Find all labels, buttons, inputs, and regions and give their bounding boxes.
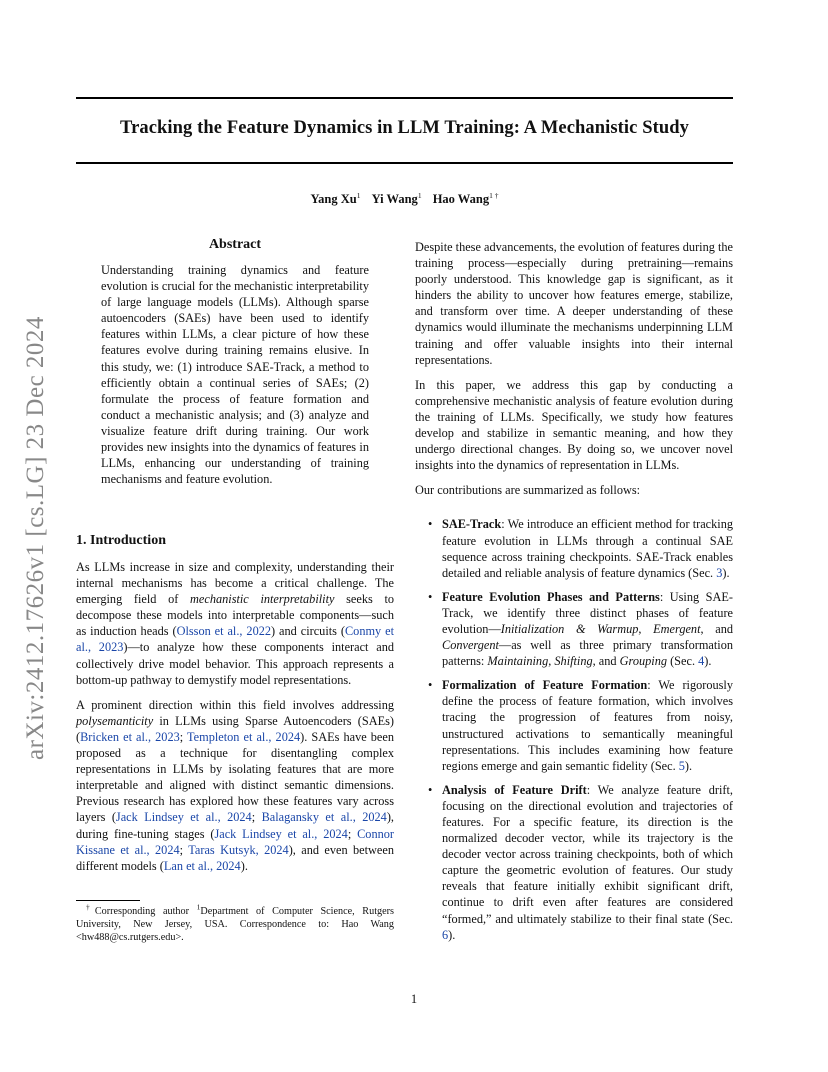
citation-link[interactable]: Templeton et al., 2024: [187, 729, 301, 744]
list-item: • Analysis of Feature Drift: We analyze feature drift, focusing on the directional evolution and trajectories of features. For a specific feature, its direction is the normalized decoder vector, while its trajectory is the decoder vector across training checkpoints, both of which capture the geometric evolution of features. Our study reveals that feature initially exhibit significant drift, continue to drift even after features are considered “formed,” and ultimately stabilize to their final state (Sec. 6).: [428, 782, 733, 942]
arxiv-stamp: arXiv:2412.17626v1 [cs.LG] 23 Dec 2024: [22, 316, 49, 760]
section-ref-link[interactable]: 3: [716, 565, 723, 580]
citation-link[interactable]: Balagansky et al., 2024: [261, 810, 387, 825]
section-ref-link[interactable]: 5: [678, 758, 685, 773]
contribution-list: [415, 516, 733, 942]
introduction-body: [76, 559, 394, 883]
list-item: • SAE-Track: We introduce an efficient method for tracking feature evolution in LLMs through a continual SAE sequence across training checkpoints. SAE-Track enables detailed and reliable analysis of feature dynamics (Sec. 3).: [428, 517, 733, 580]
paragraph: As LLMs increase in size and complexity, understanding their internal mechanisms has become a critical challenge. The emerging field of mechanistic interpretability seeks to decompose these models into interpretable components—such as induction heads (Olsson et al., 2022) and circuits (Conmy et al., 2023)—to analyze how these components interact and collectively drive model behavior. This approach represents a bottom-up pathway to demystify model representations.: [76, 560, 395, 687]
author: Yang Xu$^1$: [310, 190, 361, 206]
list-item: • Formalization of Feature Formation: We rigorously define the process of feature formation, which involves tracing the progression of features from noisy, unstructured activations to semantically meaningful representations. This includes examining how feature regions emerge and gain semantic fidelity (Sec. 5).: [428, 678, 733, 773]
author: Hao Wang$^{1 \dagger}$: [432, 190, 499, 206]
paragraph: Our contributions are summarized as follows:: [415, 483, 641, 498]
citation-link[interactable]: Conmy et al., 2023: [76, 624, 394, 655]
footnote: †Corresponding author $^1$Department of Computer Science, Rutgers University, New Jersey, USA. Correspondence to: Hao Wang <hw488@cs.rutgers.edu>.: [76, 902, 395, 944]
section-ref-link[interactable]: 4: [698, 654, 705, 669]
footnote-rule: [76, 900, 140, 901]
paragraph: A prominent direction within this field involves addressing polysemanticity in LLMs using Sparse Autoencoders (SAEs) (Bricken et al., 2023; Templeton et al., 2024). SAEs have been proposed as a technique for disentangling complex representations in LLMs by isolating features that are more interpretable and aligned with distinct semantic dimensions. Previous research has explored how these features vary across layers (Jack Lindsey et al., 2024; Balagansky et al., 2024), during fine-tuning stages (Jack Lindsey et al., 2024; Connor Kissane et al., 2024; Taras Kutsyk, 2024), and even between different models (Lan et al., 2024).: [76, 697, 394, 873]
citation-link[interactable]: Taras Kutsyk, 2024: [188, 842, 289, 857]
paragraph: Despite these advancements, the evolution of features during the training process—especially during pretraining—remains poorly understood. This knowledge gap is significant, as it hinders the ability to uncover how features emerge, stabilize, and transform over time. A deeper understanding of these dynamics would illuminate the mechanisms underpinning LLM training and offer valuable insights into their internal representations.: [415, 240, 733, 367]
title-top-rule: [76, 97, 733, 99]
citation-link[interactable]: Connor Kissane et al., 2024: [76, 826, 394, 857]
citation-link[interactable]: Jack Lindsey et al., 2024: [115, 810, 252, 825]
author-list: [76, 192, 733, 207]
citation-link[interactable]: Jack Lindsey et al., 2024: [214, 826, 348, 841]
page-number: 1: [410, 992, 418, 1006]
author: Yi Wang$^1$: [371, 190, 422, 206]
section-ref-link[interactable]: 6: [442, 927, 449, 942]
list-item: • Feature Evolution Phases and Patterns: Using SAE-Track, we identify three distinct phases of feature evolution—Initialization & Warmup, Emergent, and Convergent—as well as three primary transformation patterns: Maintaining, Shifting, and Grouping (Sec. 4).: [428, 589, 733, 669]
citation-link[interactable]: Olsson et al., 2022: [176, 624, 272, 639]
abstract-text: Understanding training dynamics and feature evolution is crucial for the mechanistic interpretability of large language models (LLMs). Although sparse autoencoders (SAEs) have been used to identify features within LLMs, a clear picture of how these features evolve during training remains elusive. In this study, we: (1) introduce SAE-Track, a method to efficiently obtain a continual series of SAEs; (2) formulate the process of feature formation and conduct a mechanistic analysis; and (3) analyze and visualize feature drift during training. Our work provides new insights into the dynamics of features in LLMs, enhancing our understanding of training mechanisms and feature evolution.: [101, 263, 369, 487]
abstract-heading: Abstract: [208, 237, 262, 252]
title-bottom-rule: [76, 162, 733, 164]
citation-link[interactable]: Lan et al., 2024: [163, 858, 241, 873]
right-column-body: [415, 239, 733, 951]
paper-title: Tracking the Feature Dynamics in LLM Training: A Mechanistic Study: [120, 118, 689, 138]
citation-link[interactable]: Bricken et al., 2023: [80, 729, 180, 744]
paragraph: In this paper, we address this gap by conducting a comprehensive mechanistic analysis of feature evolution during the training of LLMs. Specifically, we study how features develop and stabilize in semantic meaning, and how they undergo directional changes. By doing so, we uncover novel insights into the dynamics of representation in LLMs.: [415, 377, 733, 473]
section-heading-introduction: 1. Introduction: [76, 533, 166, 548]
